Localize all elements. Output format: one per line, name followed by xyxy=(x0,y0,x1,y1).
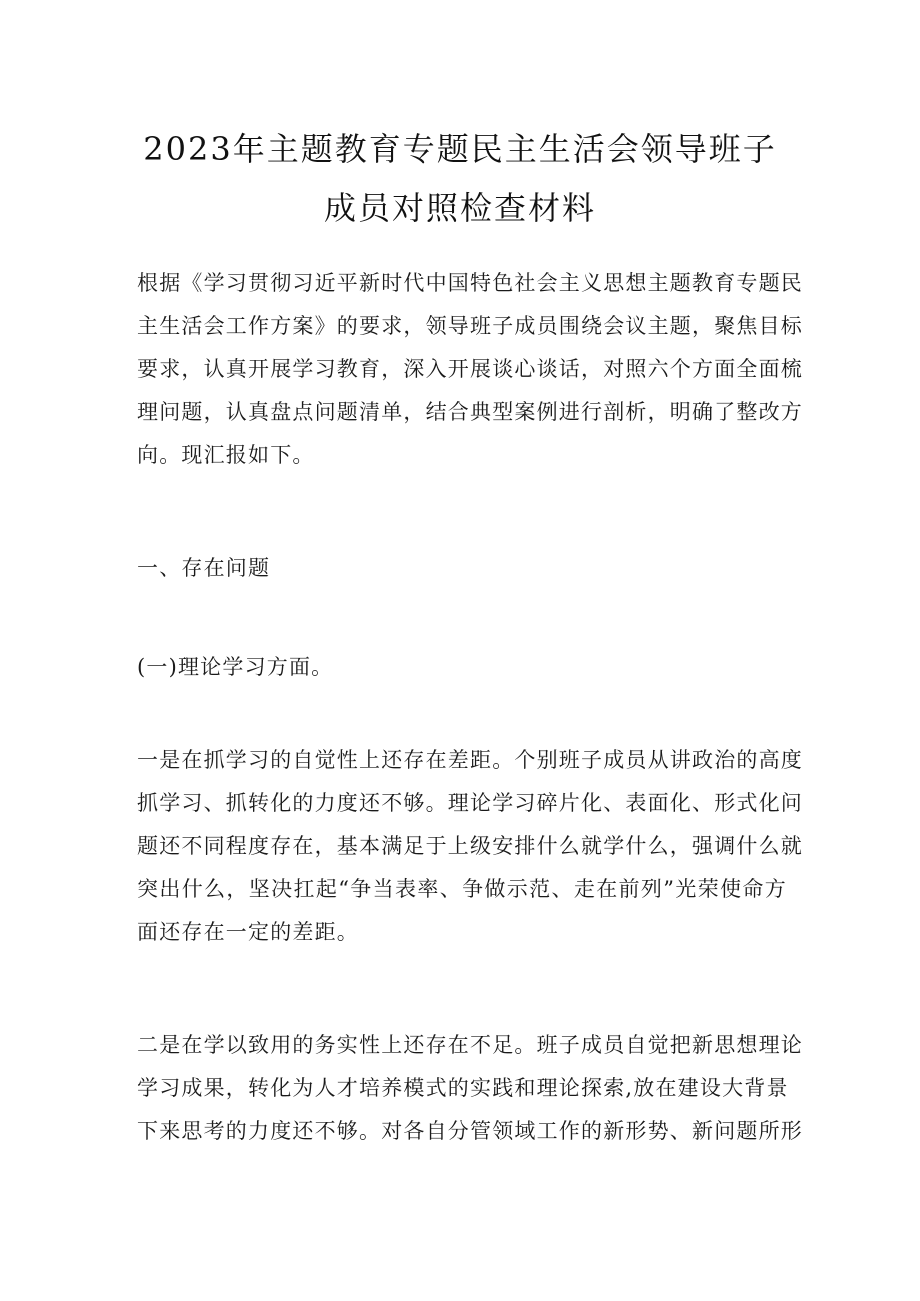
intro-paragraph xyxy=(137,262,803,477)
point-1-line: 突出什么，坚决扛起“争当表率、争做示范、走在前列”光荣使命方 xyxy=(137,877,787,901)
point-2-paragraph xyxy=(137,1024,803,1153)
section-heading: 一、存在问题 xyxy=(137,556,271,580)
point-2-line: 二是在学以致用的务实性上还存在不足。班子成员自觉把新思想理论 xyxy=(137,1033,803,1057)
point-2-line: 学习成果，转化为人才培养模式的实践和理论探索,放在建设大背景 xyxy=(137,1076,789,1100)
intro-line: 向。现汇报如下。 xyxy=(137,443,315,467)
intro-line: 主生活会工作方案》的要求，领导班子成员围绕会议主题，聚焦目标 xyxy=(137,314,803,338)
subsection-heading: (一)理论学习方面。 xyxy=(137,655,334,679)
point-1-line: 题还不同程度存在，基本满足于上级安排什么就学什么，强调什么就 xyxy=(137,834,803,858)
intro-line: 根据《学习贯彻习近平新时代中国特色社会主义思想主题教育专题民 xyxy=(137,271,803,295)
document-title-line-2: 成员对照检查材料 xyxy=(323,189,596,227)
document-title-line-1: 2023年主题教育专题民主生活会领导班子 xyxy=(143,130,777,168)
point-1-line: 一是在抓学习的自觉性上还存在差距。个别班子成员从讲政治的高度 xyxy=(137,748,803,772)
point-2-line: 下来思考的力度还不够。对各自分管领域工作的新形势、新问题所形 xyxy=(137,1119,803,1143)
intro-line: 理问题，认真盘点问题清单，结合典型案例进行剖析，明确了整改方 xyxy=(137,400,803,424)
point-1-line: 面还存在一定的差距。 xyxy=(137,920,359,944)
intro-line: 要求，认真开展学习教育，深入开展谈心谈话，对照六个方面全面梳 xyxy=(137,357,803,381)
point-1-paragraph xyxy=(137,739,803,954)
point-1-line: 抓学习、抓转化的力度还不够。理论学习碎片化、表面化、形式化问 xyxy=(137,791,803,815)
